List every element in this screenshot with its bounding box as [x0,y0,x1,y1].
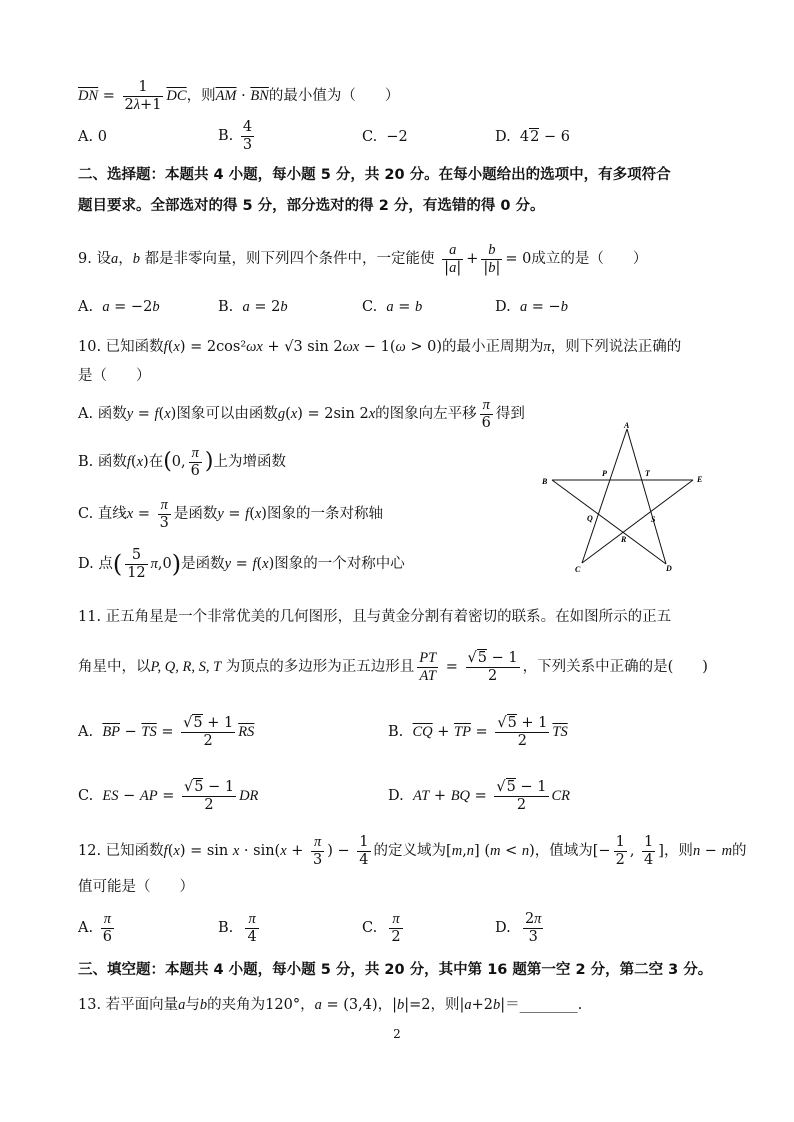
pentagram-figure [535,420,715,580]
q8-option-c: C. −2 [362,129,408,145]
q9-option-b: B. a = 2b [218,299,288,315]
q8-option-a: A. 0 [78,129,107,145]
section3-line: 三、填空题：本题共 4 小题，每小题 5 分，共 20 分，其中第 16 题第一空 2 分，第二空 3 分。 [78,962,713,978]
q9-option-c: C. a = b [362,299,423,315]
q8-tail-line: $\overline{DN}$ = $\frac{1}{2\lambda+1}$ $\overline{DC}$，则$\overline{AM} \cdot \overline{BN}$的最小值为（ ） [78,79,400,113]
q12-option-b: B. $\frac{\pi}{4}$ [218,911,257,945]
label-p: P [602,469,607,478]
q12-option-c: C. $\frac{\pi}{2}$ [362,911,401,945]
q12-line2: 值可能是（ ） [78,879,194,895]
q9-option-a: A. a = −2b [78,299,160,315]
q11-option-d: D. AT + BQ = $\frac{√5 - 1}{2}$ CR [388,779,571,813]
q10-stem-line1: 10. 已知函数f(x) = 2cos²ωx + √3 sin 2ωx − 1(ω > 0)的最小正周期为π，则下列说法正确的 [78,339,682,355]
q13-line: 13. 若平面向量a与b的夹角为120°，a = (3,4)，|b|=2，则|a+2b|＝________. [78,997,583,1013]
q11-line1: 11. 正五角星是一个非常优美的几何图形，且与黄金分割有着密切的联系。在如图所示的正五 [78,609,672,625]
label-d: D [666,564,672,573]
label-c: C [575,565,581,574]
q10-option-c: C. 直线x = $\frac{\pi}{3}$ 是函数y = f(x)图象的一条对称轴 [78,497,383,531]
q11-option-a: A. $\overline{BP} - \overline{TS}$ = $\frac{√5 + 1}{2}$ $\overline{RS}$ [78,715,255,749]
q10-option-d: D. 点( $\frac{5}{12}$ π,0)是函数y = f(x)图象的一个对称中心 [78,547,405,581]
q10-option-b: B. 函数f(x)在(0, $\frac{\pi}{6}$ )上为增函数 [78,445,286,479]
q12-option-d: D. $\frac{2\pi}{3}$ [495,911,542,945]
section2-line2: 题目要求。全部选对的得 5 分，部分选对的得 2 分，有选错的得 0 分。 [78,198,545,214]
label-b: B [542,477,548,486]
q8-option-b: B. $\frac{4}{3}$ [218,119,253,153]
label-t: T [645,469,650,478]
label-e: E [697,475,703,484]
q10-stem-line2: 是（ ） [78,368,151,384]
q12-option-a: A. $\frac{\pi}{6}$ [78,911,112,945]
section2-line1: 二、选择题：本题共 4 小题，每小题 5 分，共 20 分。在每小题给出的选项中，有多项符合 [78,167,671,183]
label-a: A [624,421,630,430]
q11-option-b: B. $\overline{CQ} + \overline{TP}$ = $\frac{√5 + 1}{2}$ $\overline{TS}$ [388,715,568,749]
q9-option-d: D. a = −b [495,299,568,315]
q11-option-c: C. ES − AP = $\frac{√5 - 1}{2}$ DR [78,779,259,813]
label-s: S [651,515,656,524]
q12-line1: 12. 已知函数f(x) = sin x · sin(x + $\frac{\pi}{3}$ ) − $\frac{1}{4}$ 的定义域为[m,n] (m < n)，值域为[− $\frac{1}{2}$ , $\frac{1}{4}$ ]，则n − m的 [78,834,747,868]
q8-option-d: D. 42 − 6 [495,129,570,145]
label-q: Q [587,514,593,523]
label-r: R [621,535,627,544]
q10-option-a: A. 函数y = f(x)图象可以由函数g(x) = 2sin 2x的图象向左平移 $\frac{\pi}{6}$ 得到 [78,397,525,431]
q11-line2: 角星中，以P, Q, R, S, T 为顶点的多边形为正五边形且 $\frac{PT}{AT}$ = $\frac{√5 - 1}{2}$ ，下列关系中正确的是( ) [78,650,708,684]
q9-stem: 9. 设a，b 都是非零向量，则下列四个条件中，一定能使 $\frac{a}{|a|}$ + $\frac{b}{|b|}$ = 0成立的是（ ） [78,242,648,276]
page-number: 2 [393,1027,401,1041]
